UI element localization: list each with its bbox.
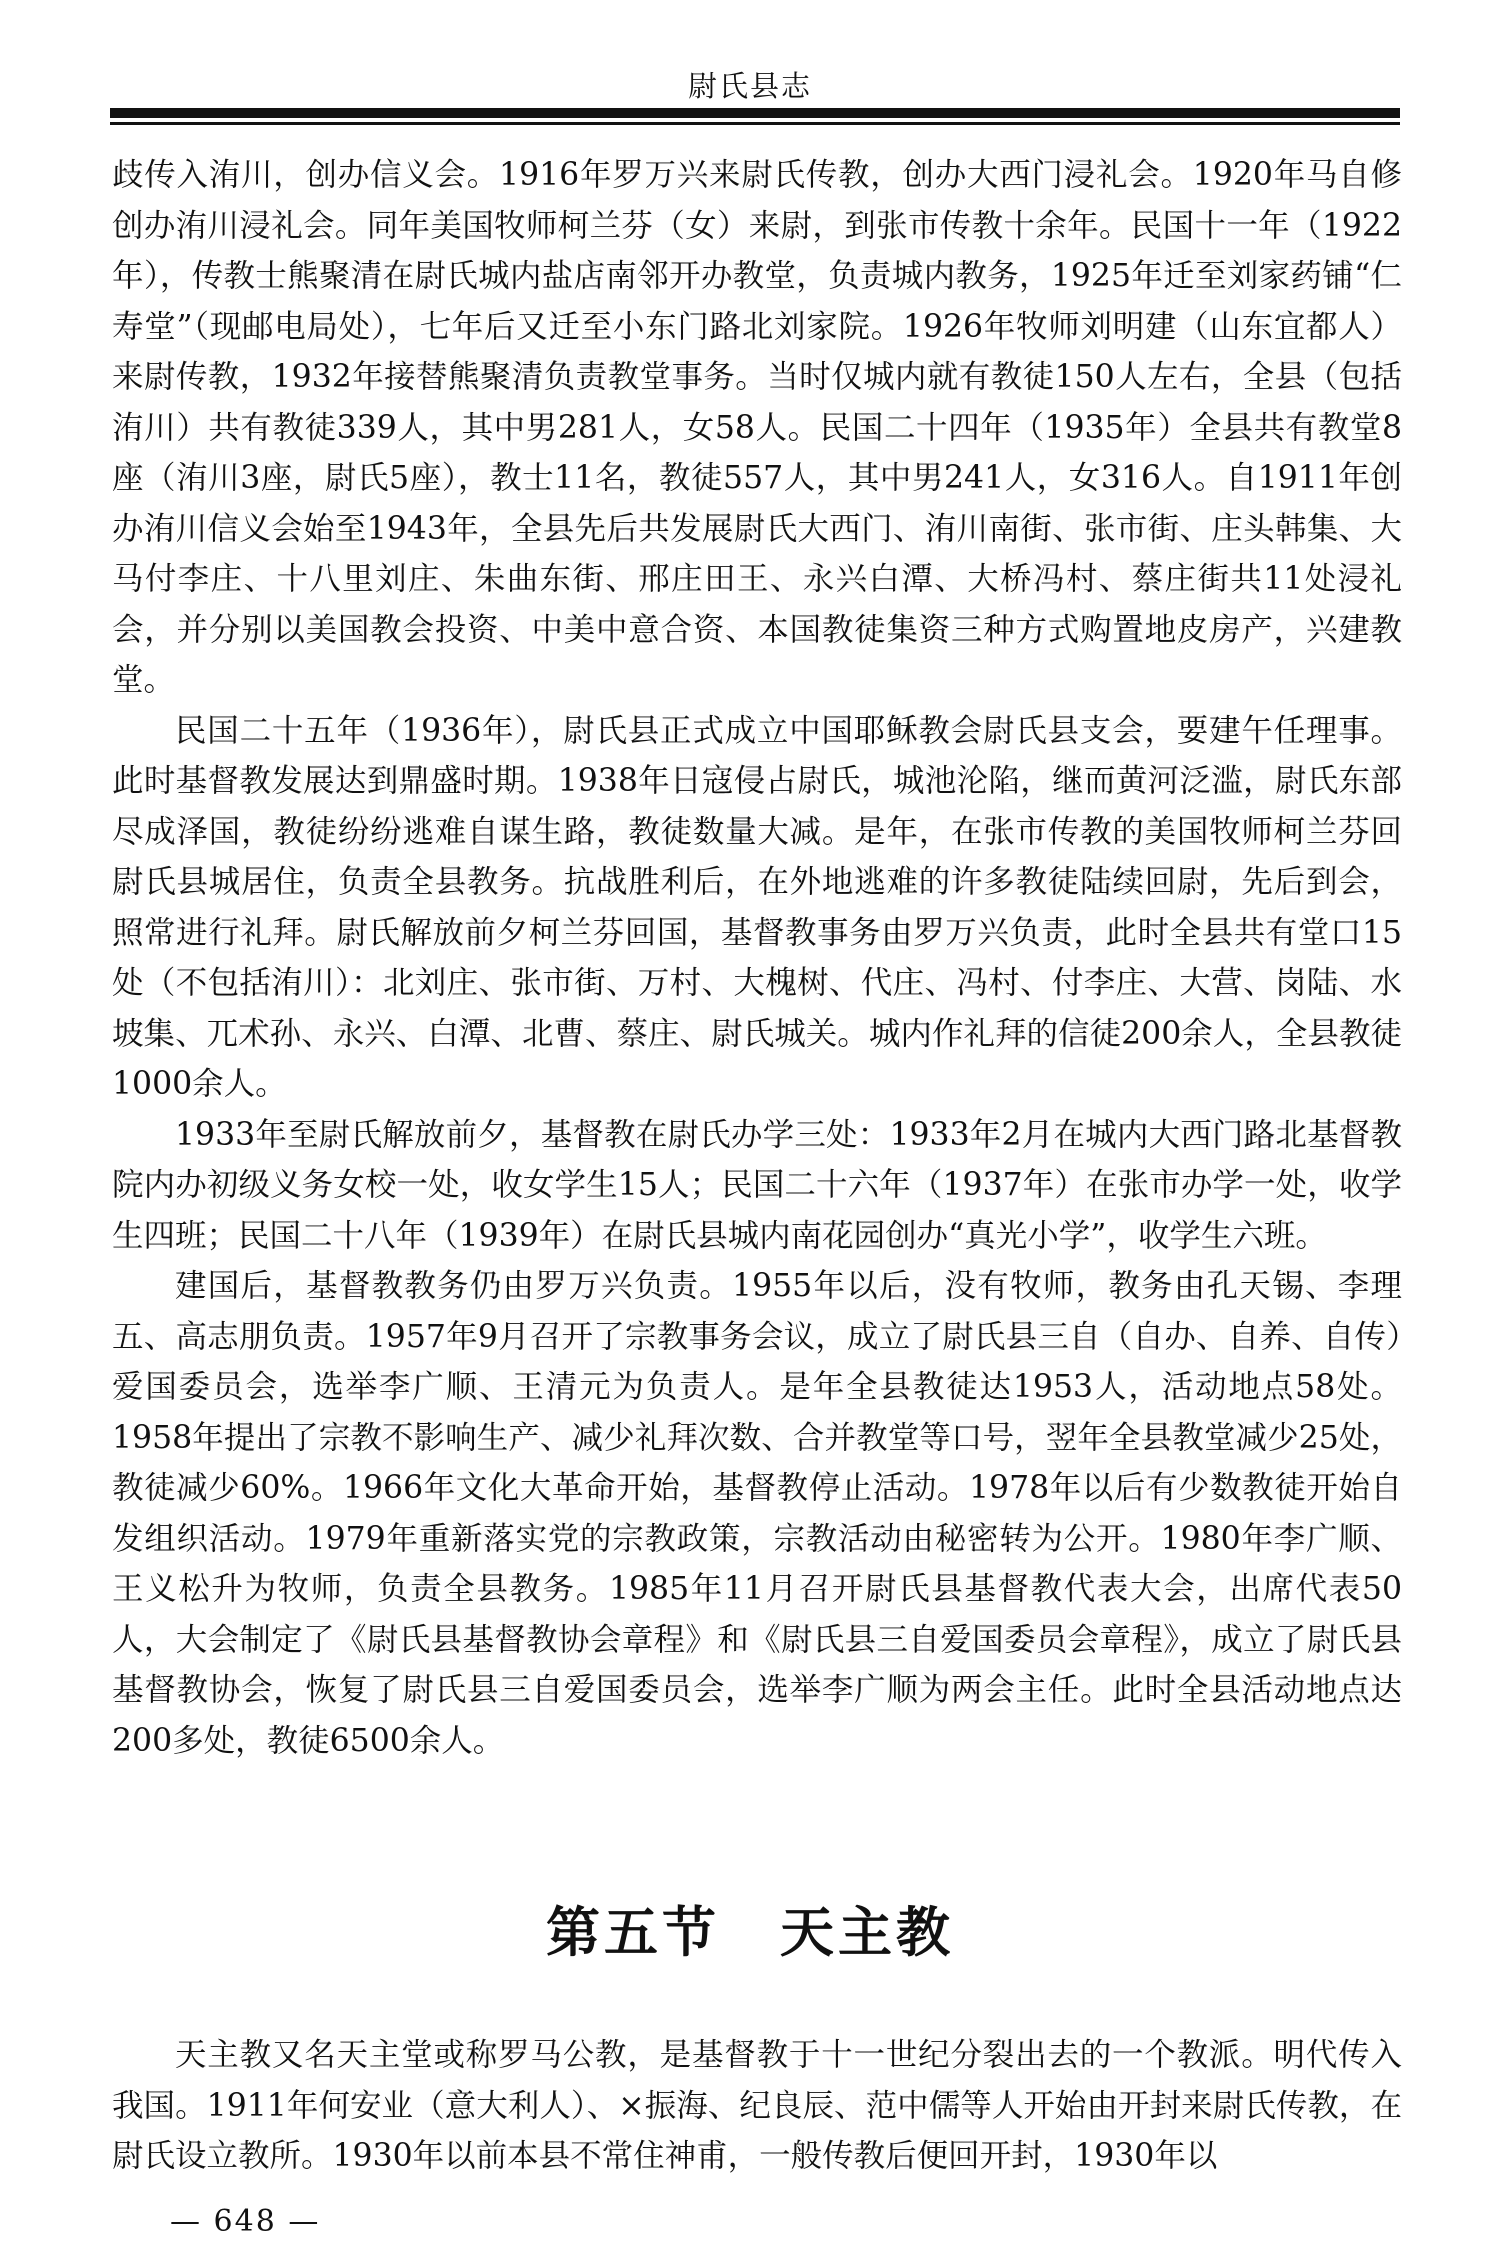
header-rule-thick xyxy=(110,108,1400,118)
section-name: 天主教 xyxy=(780,1900,954,1964)
paragraph-3: 1933年至尉氏解放前夕，基督教在尉氏办学三处：1933年2月在城内大西门路北基督教院内办初级义务女校一处，收女学生15人；民国二十六年（1937年）在张市办学一处，收学生四班；民国二十八年（1939年）在尉氏县城内南花园创办“真光小学”，收学生六班。 xyxy=(112,1116,1402,1254)
paragraph-2: 民国二十五年（1936年），尉氏县正式成立中国耶稣教会尉氏县支会，要建午任理事。此时基督教发展达到鼎盛时期。1938年日寇侵占尉氏，城池沦陷，继而黄河泛滥，尉氏东部尽成泽国，教徒纷纷逃难自谋生路，教徒数量大减。是年，在张市传教的美国牧师柯兰芬回尉氏县城居住，负责全县教务。抗战胜利后，在外地逃难的许多教徒陆续回尉，先后到会，照常进行礼拜。尉氏解放前夕柯兰芬回国，基督教事务由罗万兴负责，此时全县共有堂口15处（不包括洧川）：北刘庄、张市街、万村、大槐树、代庄、冯村、付李庄、大营、岗陆、水坡集、兀术孙、永兴、白潭、北曹、蔡庄、尉氏城关。城内作礼拜的信徒200余人，全县教徒1000余人。 xyxy=(112,712,1402,1102)
section-body-text xyxy=(112,2030,1402,2182)
section-title xyxy=(0,1890,1500,1967)
paragraph-1: 歧传入洧川，创办信义会。1916年罗万兴来尉氏传教，创办大西门浸礼会。1920年马自修创办洧川浸礼会。同年美国牧师柯兰芬（女）来尉，到张市传教十余年。民国十一年（1922年），传教士熊聚清在尉氏城内盐店南邻开办教堂，负责城内教务，1925年迁至刘家药铺“仁寿堂”（现邮电局处），七年后又迁至小东门路北刘家院。1926年牧师刘明建（山东宜都人）来尉传教，1932年接替熊聚清负责教堂事务。当时仅城内就有教徒150人左右，全县（包括洧川）共有教徒339人，其中男281人，女58人。民国二十四年（1935年）全县共有教堂8座（洧川3座，尉氏5座），教士11名，教徒557人，其中男241人，女316人。自1911年创办洧川信义会始至1943年，全县先后共发展尉氏大西门、洧川南街、张市街、庄头韩集、大马付李庄、十八里刘庄、朱曲东街、邢庄田王、永兴白潭、大桥冯村、蔡庄街共11处浸礼会，并分别以美国教会投资、中美中意合资、本国教徒集资三种方式购置地皮房产，兴建教堂。 xyxy=(112,157,1402,698)
body-text xyxy=(112,150,1402,1766)
running-head: 尉氏县志 xyxy=(687,69,812,103)
page-number: — 648 — xyxy=(170,2204,321,2239)
paragraph-5: 天主教又名天主堂或称罗马公教，是基督教于十一世纪分裂出去的一个教派。明代传入我国。1911年何安业（意大利人）、×振海、纪良辰、范中儒等人开始由开封来尉氏传教，在尉氏设立教所。1930年以前本县不常住神甫，一般传教后便回开封，1930年以 xyxy=(112,2037,1402,2174)
section-number: 第五节 xyxy=(546,1900,720,1964)
paragraph-4: 建国后，基督教教务仍由罗万兴负责。1955年以后，没有牧师，教务由孔天锡、李理五、高志朋负责。1957年9月召开了宗教事务会议，成立了尉氏县三自（自办、自养、自传）爱国委员会，选举李广顺、王清元为负责人。是年全县教徒达1953人，活动地点58处。1958年提出了宗教不影响生产、减少礼拜次数、合并教堂等口号，翌年全县教堂减少25处，教徒减少60%。1966年文化大革命开始，基督教停止活动。1978年以后有少数教徒开始自发组织活动。1979年重新落实党的宗教政策，宗教活动由秘密转为公开。1980年李广顺、王义松升为牧师，负责全县教务。1985年11月召开尉氏县基督教代表大会，出席代表50人，大会制定了《尉氏县基督教协会章程》和《尉氏县三自爱国委员会章程》，成立了尉氏县基督教协会，恢复了尉氏县三自爱国委员会，选举李广顺为两会主任。此时全县活动地点达200多处，教徒6500余人。 xyxy=(112,1268,1402,1759)
header-rule-thin xyxy=(110,122,1400,125)
